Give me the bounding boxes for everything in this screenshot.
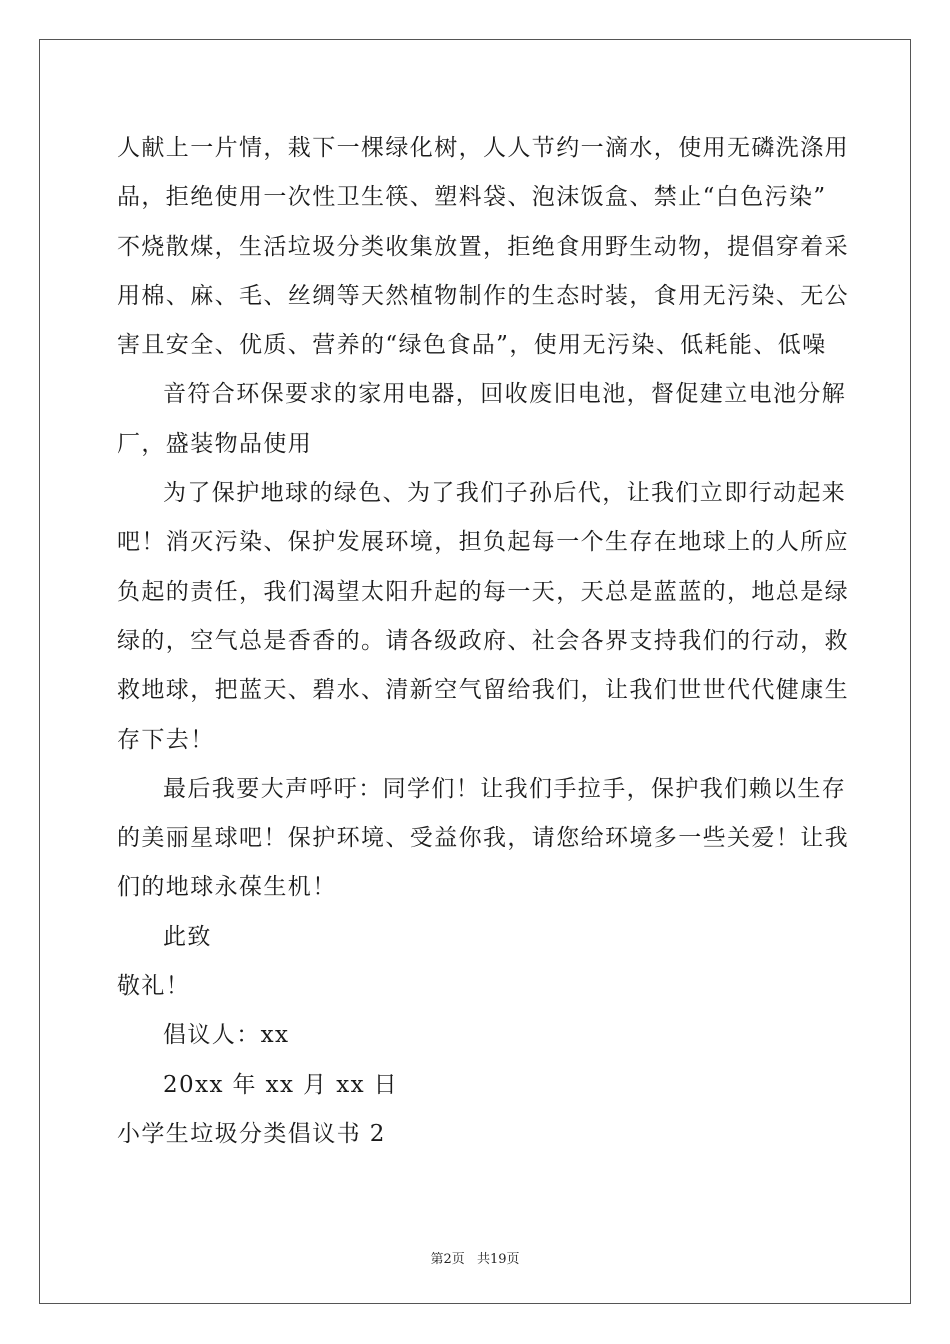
text-line: 20xx 年 xx 月 xx 日 — [163, 1071, 399, 1098]
text-line: 们的地球永葆生机！ — [117, 874, 337, 901]
text-line: 绿的，空气总是香香的。请各级政府、社会各界支持我们的行动，救 — [117, 627, 849, 654]
text-line: 害且安全、优质、营养的“绿色食品”，使用无污染、低耗能、低噪 — [117, 332, 827, 359]
text-line: 品，拒绝使用一次性卫生筷、塑料袋、泡沫饭盒、禁止“白色污染” — [117, 184, 827, 211]
text-line: 为了保护地球的绿色、为了我们子孙后代，让我们立即行动起来 — [163, 480, 847, 507]
text-line: 用棉、麻、毛、丝绸等天然植物制作的生态时装，食用无污染、无公 — [117, 282, 849, 309]
text-line: 负起的责任，我们渴望太阳升起的每一天，天总是蓝蓝的，地总是绿 — [117, 578, 849, 605]
text-line: 救地球，把蓝天、碧水、清新空气留给我们，让我们世世代代健康生 — [117, 677, 849, 704]
text-line: 人献上一片情，栽下一棵绿化树，人人节约一滴水，使用无磷洗涤用 — [117, 135, 849, 161]
text-line: 倡议人：xx — [163, 1022, 290, 1049]
page-total: 共19页 — [476, 1252, 520, 1267]
document-body — [117, 124, 849, 1159]
text-line: 不烧散煤，生活垃圾分类收集放置，拒绝食用野生动物，提倡穿着采 — [117, 233, 849, 260]
text-line: 敬礼！ — [117, 973, 191, 1000]
text-line: 此致 — [163, 923, 212, 950]
text-line: 最后我要大声呼吁：同学们！让我们手拉手，保护我们赖以生存 — [163, 775, 847, 802]
page-number: 第2页 — [430, 1252, 465, 1267]
text-line: 小学生垃圾分类倡议书 2 — [117, 1120, 386, 1147]
text-line: 的美丽星球吧！保护环境、受益你我，请您给环境多一些关爱！让我 — [117, 825, 849, 852]
text-line: 存下去！ — [117, 726, 215, 753]
text-line: 吧！消灭污染、保护发展环境，担负起每一个生存在地球上的人所应 — [117, 529, 849, 556]
text-line: 厂，盛装物品使用 — [117, 430, 313, 457]
page-footer — [0, 1248, 950, 1267]
text-line: 音符合环保要求的家用电器，回收废旧电池，督促建立电池分解 — [163, 381, 847, 408]
